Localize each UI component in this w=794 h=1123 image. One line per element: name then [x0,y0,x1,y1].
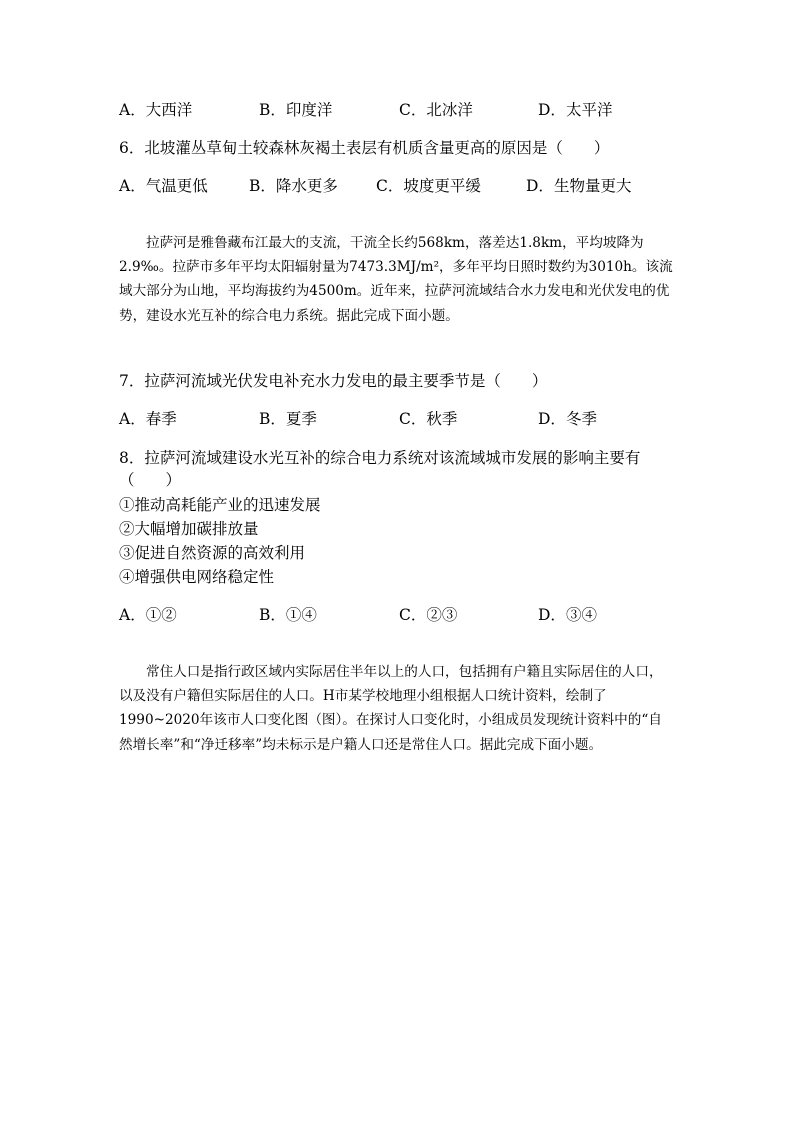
q6-option-a [119,176,208,196]
q8-option-d [538,605,597,625]
option-text: 秋季 [426,410,458,428]
option-text: 北冰洋 [426,101,473,119]
q8-item-4: ④增强供电网络稳定性 [119,568,275,586]
q8-item-1: ①推动高耗能产业的迅速发展 [119,496,321,514]
q7-option-c [399,409,457,429]
q8-stem-bracket: （ ） [119,471,182,489]
q5-option-d [538,100,612,120]
q8-stem: 8．拉萨河流域建设水光互补的综合电力系统对该流域城市发展的影响主要有 [119,449,641,467]
q7-option-b [259,409,317,429]
option-letter: C． [399,101,427,119]
q8-option-a [119,605,177,625]
option-letter: A． [119,101,146,119]
q8-item-2: ②大幅增加碳排放量 [119,520,259,538]
option-text: 夏季 [285,410,317,428]
q6-stem: 6．北坡灌丛草甸土较森林灰褐土表层有机质含量更高的原因是（ ） [119,139,610,157]
q8-item-3: ③促进自然资源的高效利用 [119,544,306,562]
option-letter: B． [259,606,286,624]
passage-text: 拉萨河是雅鲁藏布江最大的支流，干流全长约568km，落差达1.8km，平均坡降为2.9‰。拉萨市多年平均太阳辐射量为7473.3MJ/m²，多年平均日照时数约为3010h。该流域大部分为山地，平均海拔约为4500m。近年来，拉萨河流域结合水力发电和光伏发电的优势，建设水光互补的综合电力系统。据此完成下面小题。 [119,235,673,324]
option-text: 气温更低 [145,177,208,195]
q7-stem: 7．拉萨河流域光伏发电补充水力发电的最主要季节是（ ） [119,372,548,390]
option-letter: C． [399,410,427,428]
passage-lhasa [119,231,675,328]
option-letter: B． [259,101,286,119]
q7-option-a [119,409,177,429]
option-letter: D． [526,177,554,195]
option-letter: D． [538,606,566,624]
option-text: 坡度更平缓 [403,177,481,195]
q5-option-c [399,100,473,120]
option-text: ①④ [285,606,317,624]
option-letter: B． [259,410,286,428]
q6-option-b [249,176,338,196]
q8-option-c [399,605,457,625]
option-text: 春季 [145,410,177,428]
option-letter: A． [119,606,146,624]
q5-option-a [119,100,192,120]
q7-option-d [538,409,597,429]
option-letter: B． [249,177,276,195]
q5-option-b [259,100,332,120]
option-text: 生物量更大 [553,177,632,195]
option-text: 降水更多 [275,177,338,195]
passage-text: 常住人口是指行政区域内实际居住半年以上的人口，包括拥有户籍且实际居住的人口，以及没有户籍但实际居住的人口。H市某学校地理小组根据人口统计资料，绘制了1990~2020年该市人口变化图（图）。在探讨人口变化时，小组成员发现统计资料中的“自然增长率”和“净迁移率”均未标示是户籍人口还是常住人口。据此完成下面小题。 [119,664,663,753]
option-text: 大西洋 [145,101,193,119]
option-text: 冬季 [565,410,597,428]
option-letter: C． [376,177,404,195]
option-letter: A． [119,410,146,428]
option-text: ②③ [426,606,458,624]
q8-option-b [259,605,317,625]
option-letter: D． [538,410,566,428]
q6-option-d [526,176,631,196]
option-letter: C． [399,606,427,624]
option-text: 印度洋 [285,101,333,119]
option-text: ①② [145,606,177,624]
option-text: ③④ [565,606,597,624]
q6-option-c [376,176,481,196]
option-letter: D． [538,101,566,119]
passage-population [119,660,675,757]
option-text: 太平洋 [565,101,613,119]
option-letter: A． [119,177,146,195]
